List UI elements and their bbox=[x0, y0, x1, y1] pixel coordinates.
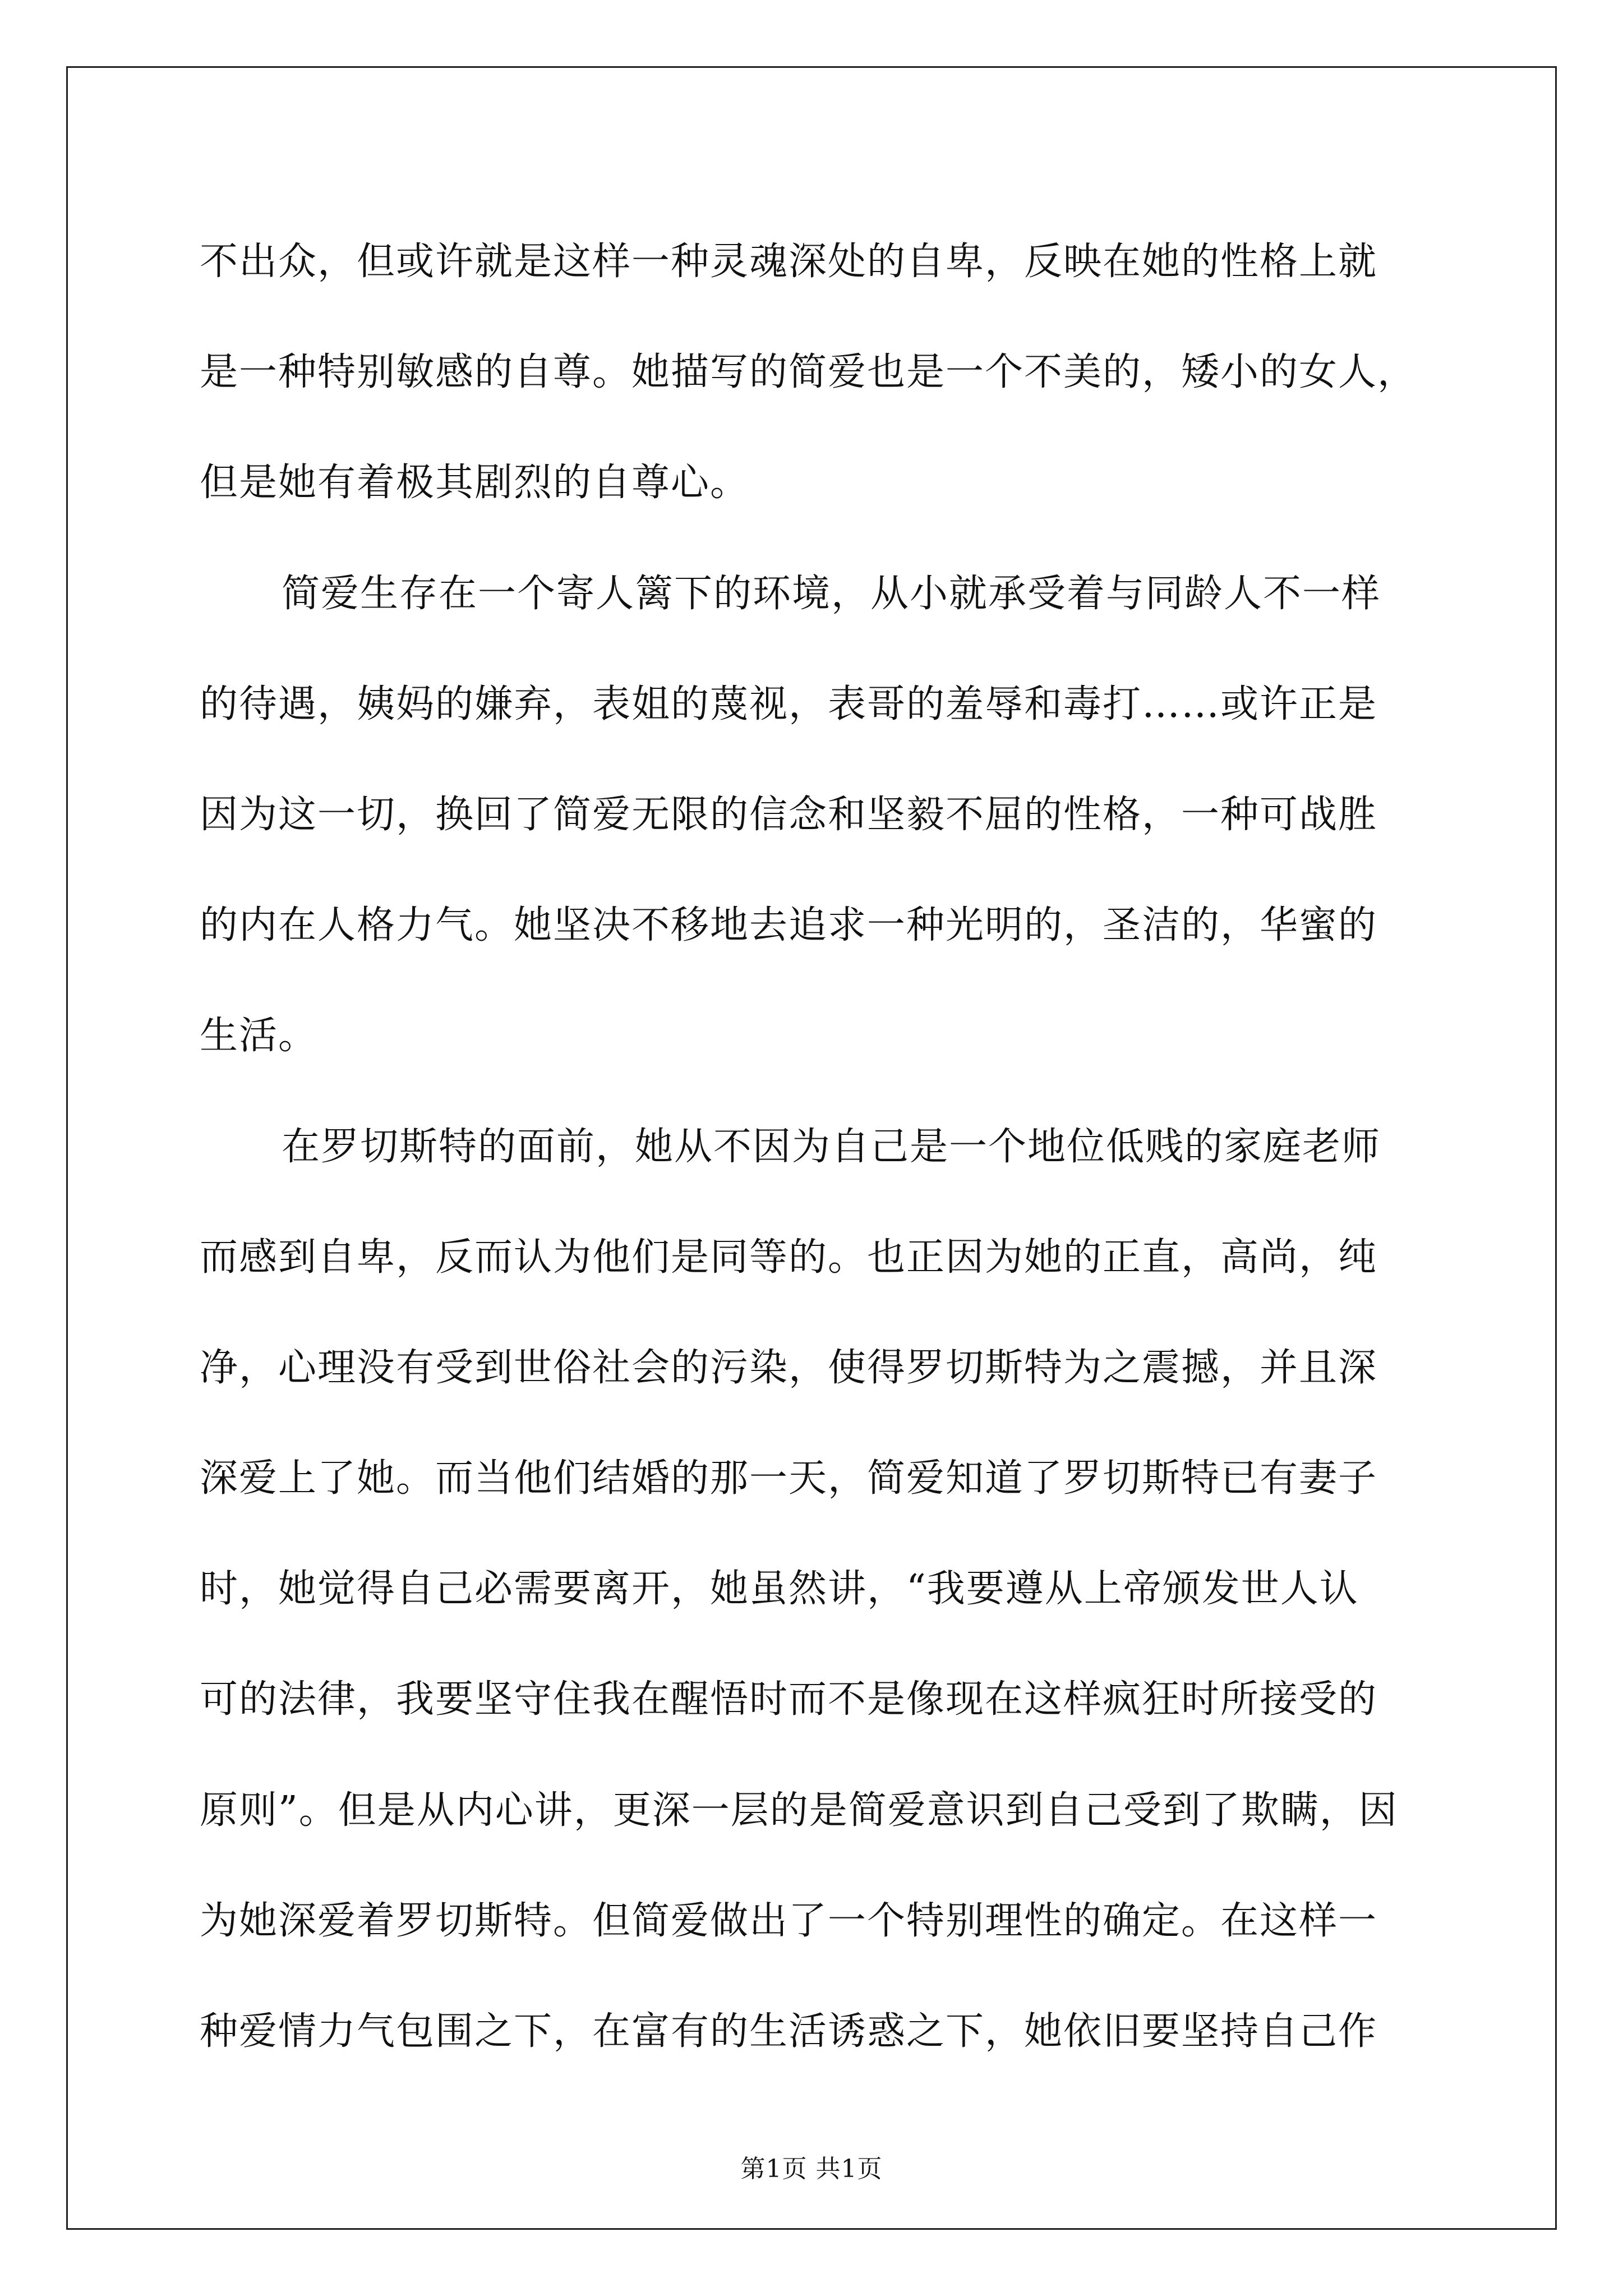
text-line: 生活。 bbox=[200, 1014, 318, 1059]
text-line: 原则”。但是从内心讲，更深一层的是简爱意识到自己受到了欺瞒，因 bbox=[200, 1788, 1398, 1833]
text-line: 种爱情力气包围之下，在富有的生活诱惑之下，她依旧要坚持自己作 bbox=[200, 2009, 1378, 2054]
text-line: 可的法律，我要坚守住我在醒悟时而不是像现在这样疯狂时所接受的 bbox=[200, 1677, 1378, 1722]
text-line: 而感到自卑，反而认为他们是同等的。也正因为她的正直，高尚，纯 bbox=[200, 1235, 1378, 1280]
text-line: 不出众，但或许就是这样一种灵魂深处的自卑，反映在她的性格上就 bbox=[200, 240, 1378, 284]
paragraph-start-line: 在罗切斯特的面前，她从不因为自己是一个地位低贱的家庭老师 bbox=[282, 1124, 1381, 1169]
text-line: 时，她觉得自己必需要离开，她虽然讲，“我要遵从上帝颁发世人认 bbox=[200, 1567, 1359, 1612]
text-line: 的待遇，姨妈的嫌弃，表姐的蔑视，表哥的羞辱和毒打……或许正是 bbox=[200, 682, 1378, 726]
paragraph-start-line: 简爱生存在一个寄人篱下的环境，从小就承受着与同龄人不一样 bbox=[282, 571, 1381, 616]
text-line: 但是她有着极其剧烈的自尊心。 bbox=[200, 461, 750, 505]
text-line: 是一种特别敏感的自尊。她描写的简爱也是一个不美的，矮小的女人， bbox=[200, 350, 1417, 395]
text-line: 因为这一切，换回了简爱无限的信念和坚毅不屈的性格，一种可战胜 bbox=[200, 792, 1378, 837]
text-line: 深爱上了她。而当他们结婚的那一天，简爱知道了罗切斯特已有妻子 bbox=[200, 1456, 1378, 1501]
page-number-footer: 第1页 共1页 bbox=[740, 2155, 883, 2183]
text-line: 为她深爱着罗切斯特。但简爱做出了一个特别理性的确定。在这样一 bbox=[200, 1898, 1378, 1943]
document-body bbox=[200, 206, 1433, 2087]
text-line: 净，心理没有受到世俗社会的污染，使得罗切斯特为之震撼，并且深 bbox=[200, 1345, 1378, 1390]
text-line: 的内在人格力气。她坚决不移地去追求一种光明的，圣洁的，华蜜的 bbox=[200, 903, 1378, 948]
